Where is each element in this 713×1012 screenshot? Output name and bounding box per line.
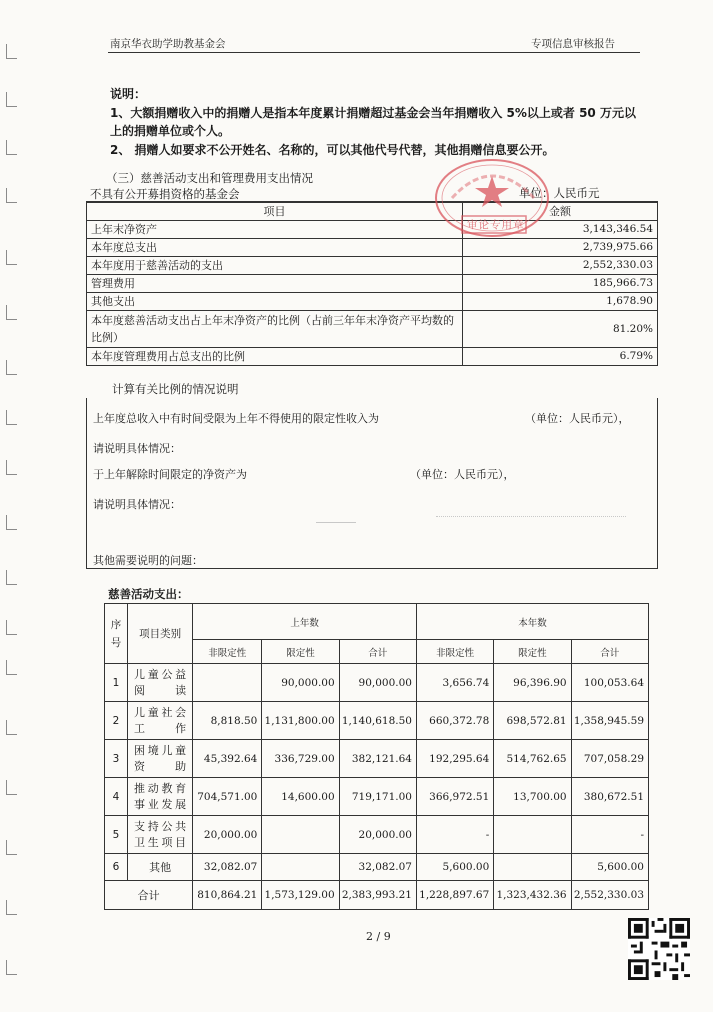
cell-curr-total: 100,053.64 <box>571 664 648 702</box>
table-row <box>87 311 658 348</box>
row-category: 儿童公益阅读 <box>128 664 193 702</box>
cell-prev-total: 32,082.07 <box>339 854 416 881</box>
cell-curr-total: 707,058.29 <box>571 740 648 778</box>
cell-prev-restricted: 90,000.00 <box>262 664 339 702</box>
ratio-line-4: 请说明具体情况： <box>93 498 181 511</box>
row-category: 支持公共卫生项目 <box>128 816 193 854</box>
table-row <box>87 275 658 293</box>
total-curr-restricted: 1,323,432.36 <box>494 881 571 910</box>
table-row <box>87 293 658 311</box>
cell-curr-total: 1,358,945.59 <box>571 702 648 740</box>
cell-prev-unrestricted: 20,000.00 <box>193 816 262 854</box>
col-item: 项目 <box>87 203 463 221</box>
charity-title: 慈善活动支出： <box>108 587 189 601</box>
cell-prev-restricted: 1,131,800.00 <box>262 702 339 740</box>
cell-prev-unrestricted: 704,571.00 <box>193 778 262 816</box>
cell-prev-total: 382,121.64 <box>339 740 416 778</box>
cell-prev-unrestricted: 8,818.50 <box>193 702 262 740</box>
row-no: 4 <box>105 778 128 816</box>
cell-curr-unrestricted: 3,656.74 <box>416 664 493 702</box>
charity-table <box>104 603 649 910</box>
col-prev-restricted: 限定性 <box>262 640 339 664</box>
cell-curr-total: 5,600.00 <box>571 854 648 881</box>
cell-prev-total: 90,000.00 <box>339 664 416 702</box>
row-value: 6.79% <box>463 348 658 366</box>
table-row <box>105 816 649 854</box>
note-2: 2、 捐赠人如要求不公开姓名、名称的，可以其他代号代替，其他捐赠信息要公开。 <box>110 143 555 157</box>
row-label: 本年度慈善活动支出占上年末净资产的比例（占前三年年末净资产平均数的比例） <box>87 311 463 348</box>
cell-prev-unrestricted: 45,392.64 <box>193 740 262 778</box>
note-1b: 上的捐赠单位或个人。 <box>110 124 231 138</box>
cell-curr-unrestricted: 366,972.51 <box>416 778 493 816</box>
col-no: 序号 <box>105 604 128 664</box>
row-value: 1,678.90 <box>463 293 658 311</box>
col-curr-year: 本年数 <box>416 604 648 640</box>
ratio-note-title: 计算有关比例的情况说明 <box>112 382 239 396</box>
col-category: 项目类别 <box>128 604 193 664</box>
cell-curr-total: 380,672.51 <box>571 778 648 816</box>
ratio-line-1: 上年度总收入中有时间受限为上年不得使用的限定性收入为 <box>93 412 379 425</box>
cell-prev-total: 1,140,618.50 <box>339 702 416 740</box>
row-label: 本年度用于慈善活动的支出 <box>87 257 463 275</box>
col-amount: 金额 <box>463 203 658 221</box>
row-label: 其他支出 <box>87 293 463 311</box>
cell-prev-restricted <box>262 816 339 854</box>
section-title: （三）慈善活动支出和管理费用支出情况 <box>106 171 313 185</box>
ratio-line-2: 请说明具体情况： <box>93 442 181 455</box>
row-no: 1 <box>105 664 128 702</box>
cell-prev-total: 719,171.00 <box>339 778 416 816</box>
header-org: 南京华衣助学助教基金会 <box>110 38 226 50</box>
table-row <box>105 740 649 778</box>
cell-prev-unrestricted: 32,082.07 <box>193 854 262 881</box>
ratio-line-5: 其他需要说明的问题： <box>93 554 203 567</box>
notes-title: 说明： <box>110 87 147 101</box>
table-row <box>105 664 649 702</box>
unit-label: 单位：人民币元 <box>519 186 600 200</box>
table-row <box>87 221 658 239</box>
expense-table <box>86 202 658 366</box>
cell-curr-restricted <box>494 816 571 854</box>
total-curr-total: 2,552,330.03 <box>571 881 648 910</box>
row-category: 困境儿童资助 <box>128 740 193 778</box>
cell-curr-restricted: 698,572.81 <box>494 702 571 740</box>
total-prev-total: 2,383,993.21 <box>339 881 416 910</box>
cell-curr-unrestricted: 5,600.00 <box>416 854 493 881</box>
total-prev-restricted: 1,573,129.00 <box>262 881 339 910</box>
cell-curr-restricted: 13,700.00 <box>494 778 571 816</box>
row-label: 管理费用 <box>87 275 463 293</box>
cell-prev-restricted: 14,600.00 <box>262 778 339 816</box>
col-curr-unrestricted: 非限定性 <box>416 640 493 664</box>
note-1a: 1、大额捐赠收入中的捐赠人是指本年度累计捐赠超过基金会当年捐赠收入 5%以上或者 50 万元以 <box>110 106 636 120</box>
row-value: 185,966.73 <box>463 275 658 293</box>
page-number: 2 / 9 <box>366 930 391 943</box>
cell-prev-restricted: 336,729.00 <box>262 740 339 778</box>
cell-curr-unrestricted: 192,295.64 <box>416 740 493 778</box>
header-rule <box>108 52 640 53</box>
row-value: 3,143,346.54 <box>463 221 658 239</box>
cell-curr-restricted <box>494 854 571 881</box>
row-label: 上年末净资产 <box>87 221 463 239</box>
col-prev-total: 合计 <box>339 640 416 664</box>
table-row <box>87 239 658 257</box>
cell-curr-unrestricted: - <box>416 816 493 854</box>
row-category: 其他 <box>128 854 193 881</box>
cell-curr-total: - <box>571 816 648 854</box>
audit-stamp <box>430 152 560 252</box>
col-curr-total: 合计 <box>571 640 648 664</box>
ratio-line-3-unit: （单位：人民币元）， <box>410 468 515 481</box>
row-category: 推动教育事业发展 <box>128 778 193 816</box>
row-label: 本年度管理费用占总支出的比例 <box>87 348 463 366</box>
table-row <box>105 854 649 881</box>
ratio-line-1-unit: （单位：人民币元）， <box>525 412 630 425</box>
row-value: 81.20% <box>463 311 658 348</box>
table-row <box>105 778 649 816</box>
ratio-line-3: 于上年解除时间限定的净资产为 <box>93 468 247 481</box>
row-category: 儿童社会工作 <box>128 702 193 740</box>
stamp-text: 审论专用章 <box>467 219 525 231</box>
row-label: 本年度总支出 <box>87 239 463 257</box>
table-row <box>105 702 649 740</box>
col-curr-restricted: 限定性 <box>494 640 571 664</box>
ratio-note-box <box>86 398 658 569</box>
qr-code-icon <box>628 918 690 980</box>
table-row <box>87 348 658 366</box>
section-subtitle: 不具有公开募捐资格的基金会 <box>90 187 240 201</box>
cell-prev-restricted <box>262 854 339 881</box>
cell-curr-restricted: 96,396.90 <box>494 664 571 702</box>
total-label: 合计 <box>105 881 193 910</box>
row-no: 3 <box>105 740 128 778</box>
cell-prev-unrestricted <box>193 664 262 702</box>
row-no: 5 <box>105 816 128 854</box>
total-curr-unrestricted: 1,228,897.67 <box>416 881 493 910</box>
cell-prev-total: 20,000.00 <box>339 816 416 854</box>
table-row <box>87 257 658 275</box>
row-no: 6 <box>105 854 128 881</box>
total-prev-unrestricted: 810,864.21 <box>193 881 262 910</box>
cell-curr-restricted: 514,762.65 <box>494 740 571 778</box>
header-report-type: 专项信息审核报告 <box>531 38 615 50</box>
table-total-row <box>105 881 649 910</box>
row-no: 2 <box>105 702 128 740</box>
row-value: 2,552,330.03 <box>463 257 658 275</box>
col-prev-year: 上年数 <box>193 604 417 640</box>
cell-curr-unrestricted: 660,372.78 <box>416 702 493 740</box>
row-value: 2,739,975.66 <box>463 239 658 257</box>
col-prev-unrestricted: 非限定性 <box>193 640 262 664</box>
stamp-star-icon <box>475 176 509 207</box>
